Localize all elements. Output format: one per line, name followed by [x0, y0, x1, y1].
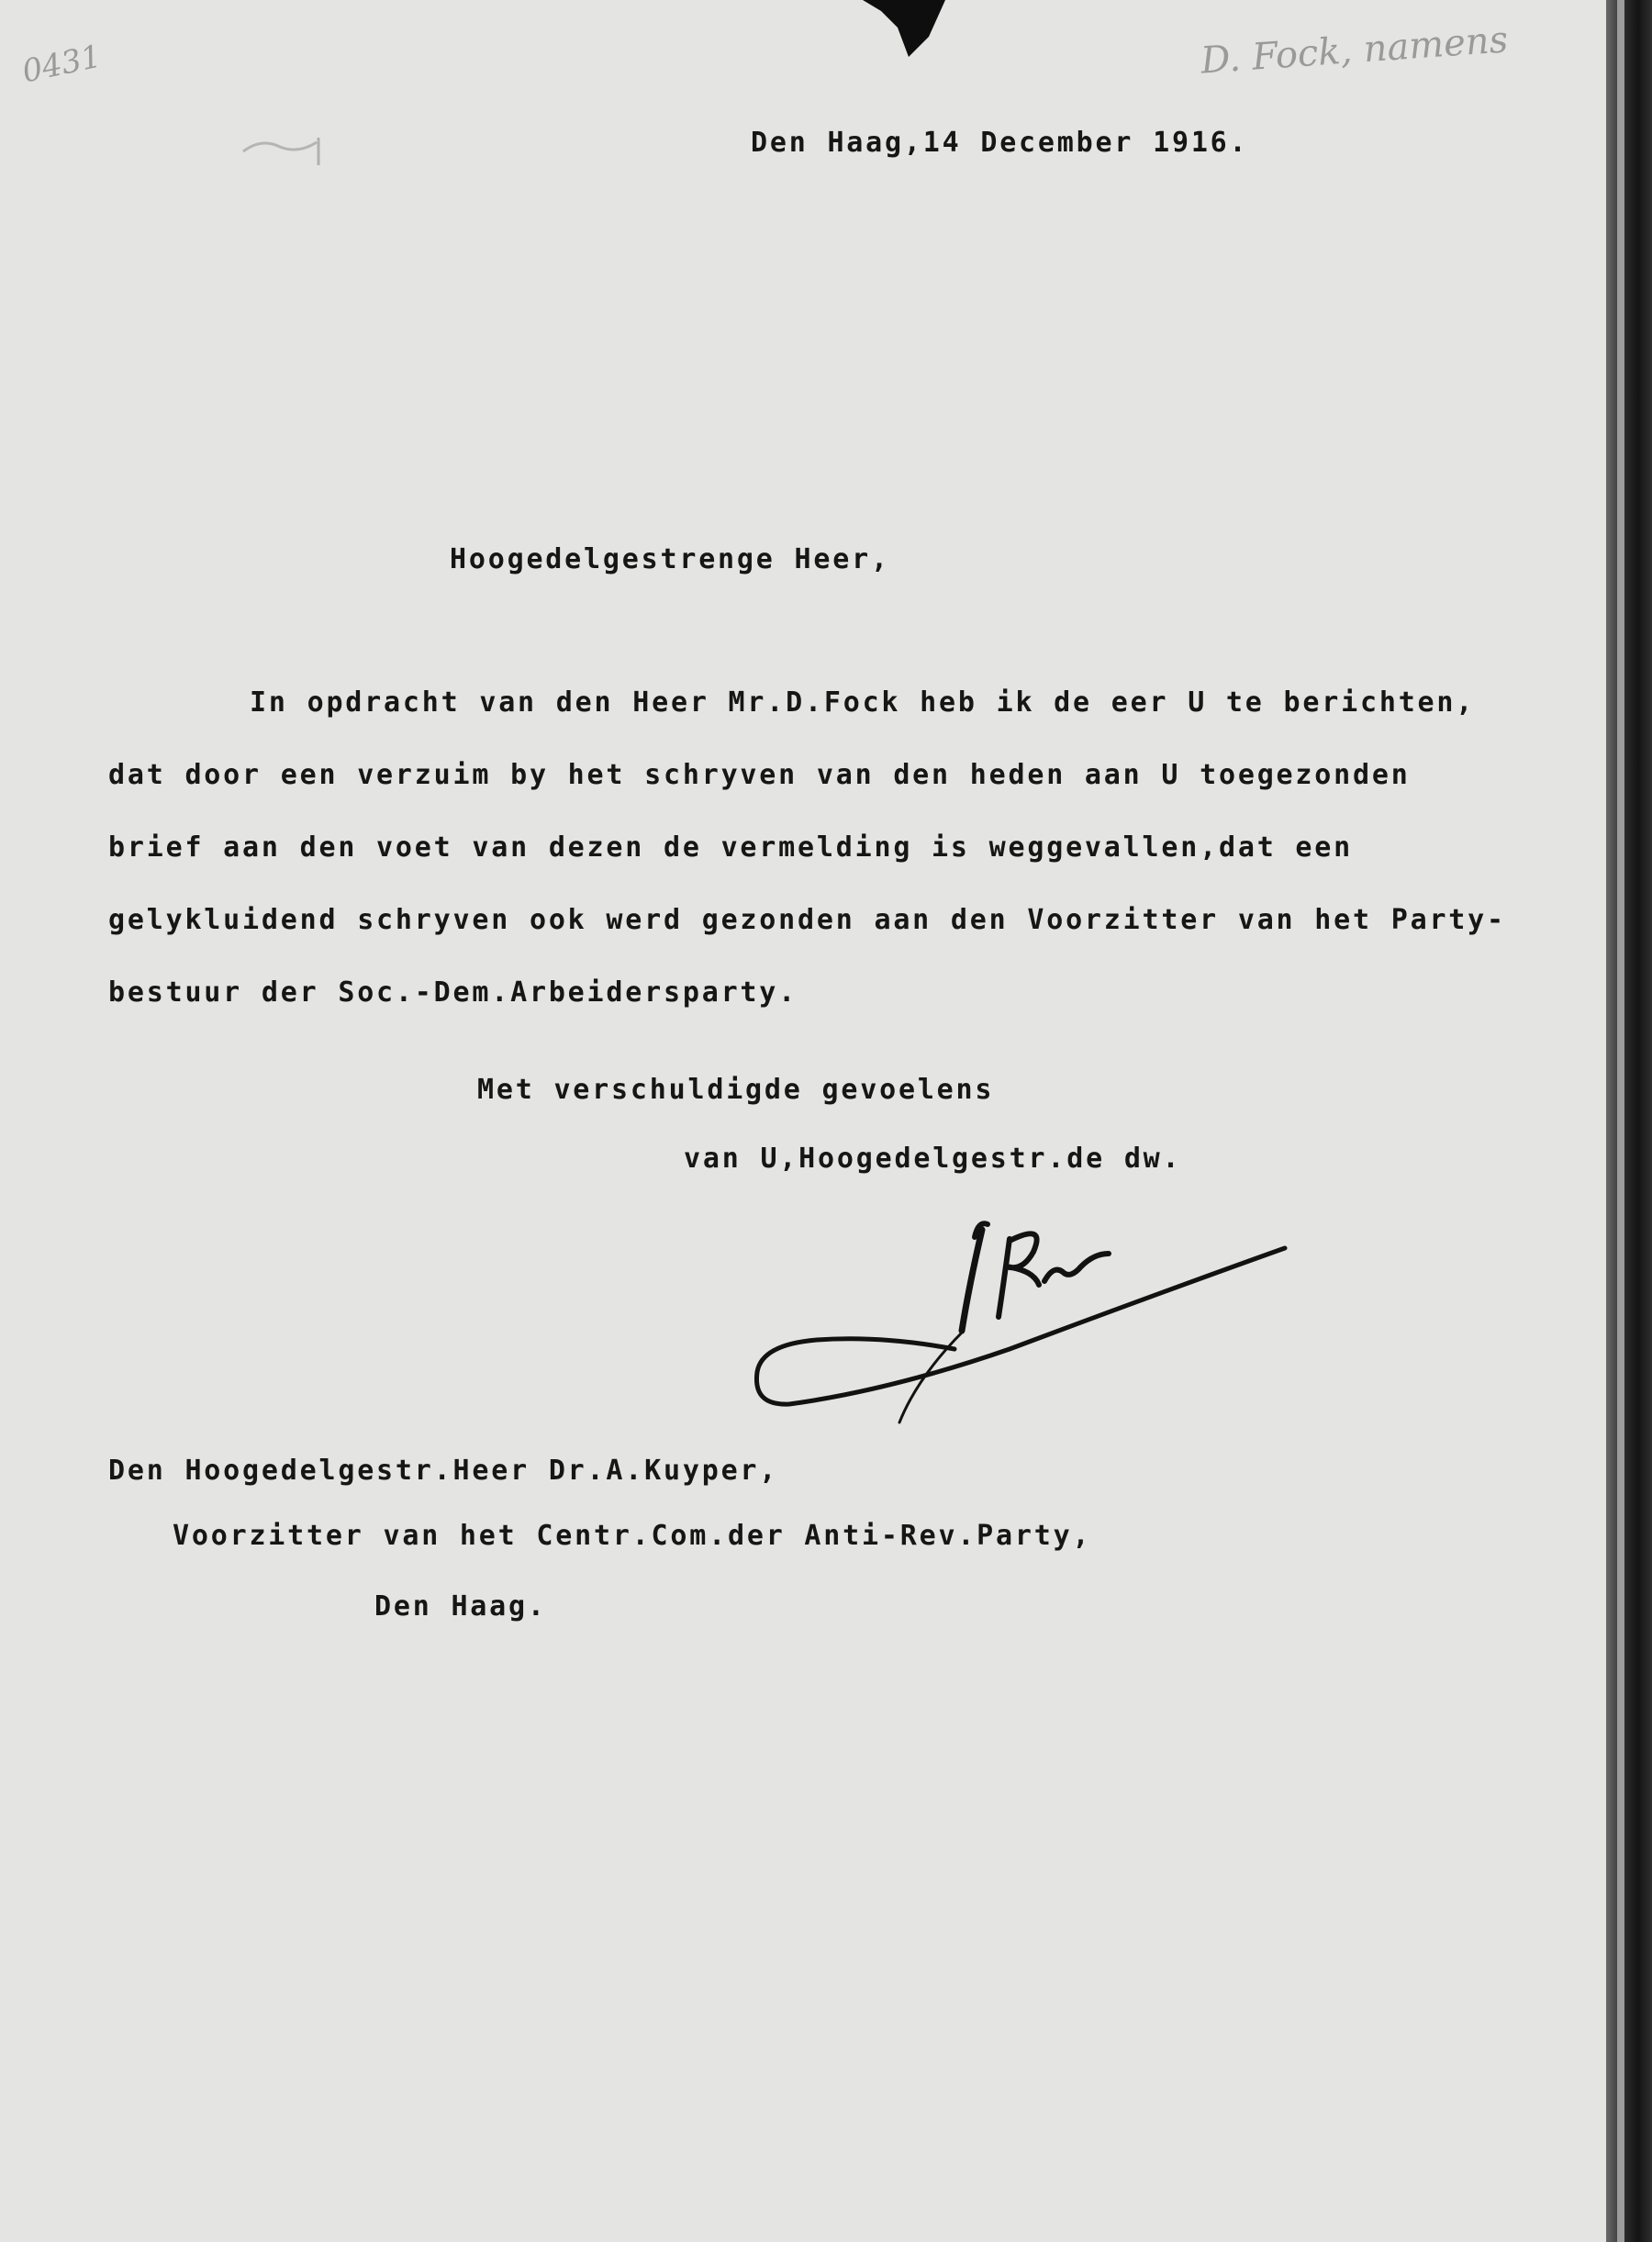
closing-line-1: Met verschuldigde gevoelens — [477, 1074, 995, 1106]
closing-line-2: van U,Hoogedelgestr.de dw. — [684, 1143, 1182, 1175]
scan-edge-border — [1606, 0, 1652, 2242]
addressee-line-1: Den Hoogedelgestr.Heer Dr.A.Kuyper, — [108, 1455, 779, 1487]
addressee-line-3: Den Haag. — [374, 1590, 547, 1623]
salutation: Hoogedelgestrenge Heer, — [450, 543, 890, 575]
scan-edge-highlight — [1617, 0, 1624, 2242]
body-line-1: In opdracht van den Heer Mr.D.Fock heb ik de eer U te berichten, — [250, 686, 1476, 719]
pencil-note-top-right: D. Fock, namens — [1199, 18, 1510, 83]
date-line: Den Haag,14 December 1916. — [751, 127, 1249, 159]
torn-corner-mark — [863, 0, 945, 64]
body-line-4: gelykluidend schryven ook werd gezonden aan den Voorzitter van het Party- — [108, 904, 1506, 936]
body-line-3: brief aan den voet van dezen de vermelding is weggevallen,dat een — [108, 831, 1353, 864]
archive-number-pencil: 0431 — [18, 38, 105, 91]
handwritten-signature — [734, 1193, 1322, 1450]
stamp-mark-icon — [234, 128, 326, 174]
archive-stamp-mark — [234, 128, 326, 174]
body-line-5: bestuur der Soc.-Dem.Arbeidersparty. — [108, 976, 798, 1009]
body-line-2: dat door een verzuim by het schryven van den heden aan U toegezonden — [108, 759, 1411, 791]
addressee-line-2: Voorzitter van het Centr.Com.der Anti-Rev.Party, — [173, 1520, 1092, 1552]
